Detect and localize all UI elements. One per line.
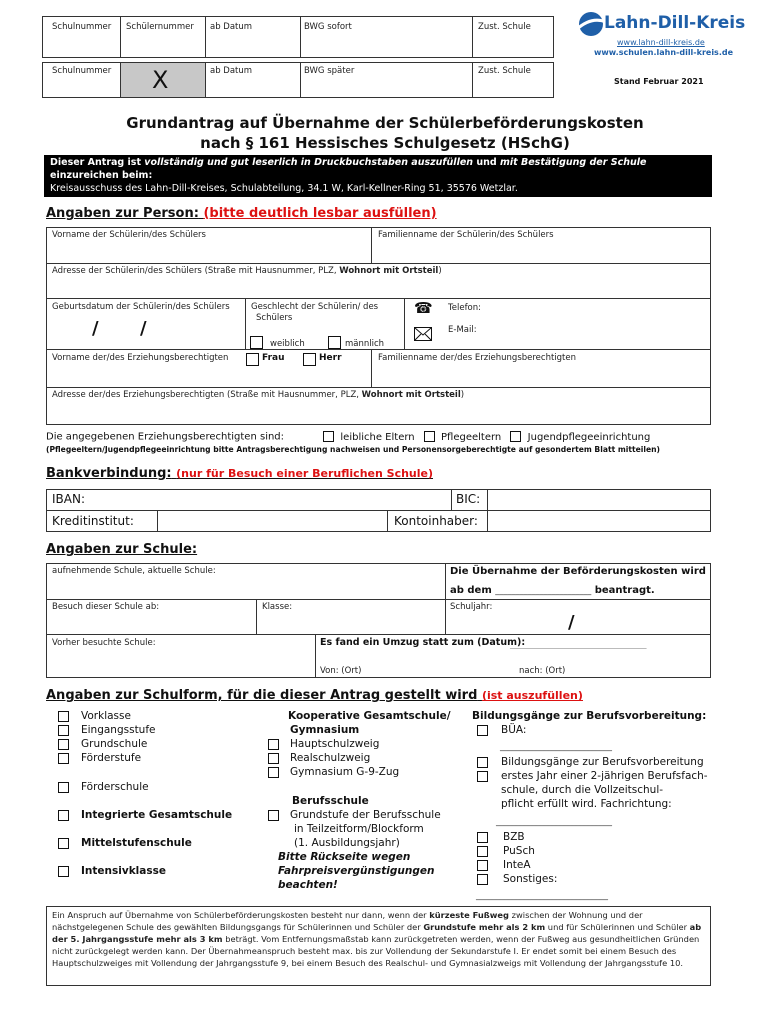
label-geschlecht-2: Schülers [256,313,293,323]
input-kontoinhaber[interactable] [488,511,710,531]
label-bv-2: erstes Jahr einer 2-jährigen Berufsfach- [501,770,708,782]
label-leibliche-eltern: leibliche Eltern [340,431,415,443]
checkbox-intensivklasse[interactable] [58,866,69,877]
checkbox-sonstiges[interactable] [477,874,488,885]
logo-swoosh-icon [574,10,608,38]
logo-text: Lahn-Dill-Kreis [604,13,746,33]
label-familienname-erz: Familienname der/des Erziehungsberechtigten [378,353,577,363]
label-grundschule: Grundschule [81,738,148,750]
section-person-heading: Angaben zur Person: (bitte deutlich lesbar ausfüllen) [46,206,437,221]
person-heading-note: (bitte deutlich lesbar ausfüllen) [203,206,437,221]
hdr1-bwg: BWG sofort [304,22,352,32]
divider [120,62,121,98]
checkbox-bv-2jaehrig[interactable] [477,757,488,768]
label-nach-ort: nach: (Ort) [519,666,566,676]
checkbox-realschulzweig[interactable] [268,753,279,764]
label-vorname-erz: Vorname der/des Erziehungsberechtigten [52,353,229,363]
label-foerderstufe: Förderstufe [81,752,142,764]
label-bs-1: Grundstufe der Berufsschule [290,809,441,821]
schuljahr-slash: / [568,612,575,633]
uebernahme-date-line[interactable]: ________________________ [495,586,592,595]
banner-em2: mit Bestätigung der Schule [499,157,647,168]
title-line-2: nach § 161 Hessisches Schulgesetz (HSchG) [200,134,570,152]
label-eingangsstufe: Eingangsstufe [81,724,156,736]
title-line-1: Grundantrag auf Übernahme der Schülerbeförderungskosten [126,114,644,132]
label-bs-2: in Teilzeitform/Blockform [294,823,424,835]
checkbox-maennlich[interactable] [328,336,341,349]
label-bv-3: schule, durch die Vollzeitschul- [501,784,664,796]
label-hauptschulzweig: Hauptschulzweig [290,738,380,750]
rueckseite-1: Bitte Rückseite wegen [278,851,411,863]
label-email: E-Mail: [448,325,477,335]
divider [472,16,473,58]
label-frau: Frau [262,353,285,363]
banner-address: Kreisausschuss des Lahn-Dill-Kreises, Schulabteilung, 34.1 W, Karl-Kellner-Ring 51, 35576 Wetzlar. [50,183,518,194]
label-bv-4: pflicht erfüllt wird. Fachrichtung: [501,798,672,810]
checkbox-weiblich[interactable] [250,336,263,349]
label-familienname-schueler: Familienname der Schülerin/des Schülers [378,230,554,240]
checkbox-grundschule[interactable] [58,739,69,750]
checkbox-pusch[interactable] [477,846,488,857]
label-adresse-erz: Adresse der/des Erziehungsberechtigten (Straße mit Hausnummer, PLZ, Wohnort mit Ortsteil) [52,390,465,400]
label-bv-heading: Bildungsgänge zur Berufsvorbereitung: [472,710,707,722]
label-sonstiges: Sonstiges: [503,873,558,885]
hdr2-zust: Zust. Schule [478,66,531,76]
hdr2-schulnummer: Schulnummer [52,66,112,76]
checkbox-leibliche-eltern[interactable] [323,431,334,442]
label-igs: Integrierte Gesamtschule [81,809,233,821]
label-klasse: Klasse: [262,602,293,612]
label-berufsschule: Berufsschule [292,795,369,807]
checkbox-pflegeeltern[interactable] [424,431,435,442]
hdr1-schuelernummer: Schülernummer [126,22,194,32]
section-schule-heading: Angaben zur Schule: [46,542,198,557]
erz-hinweis: (Pflegeeltern/Jugendpflegeeinrichtung bitte Antragsberechtigung nachweisen und Personensorgeberechtigte auf gesondertem Blatt mitteilen) [46,445,661,454]
erz-status-row [46,431,650,443]
divider [387,510,388,532]
umzug-date-line[interactable]: _______________________________________ [510,641,647,649]
label-mittelstufenschule: Mittelstufenschule [81,837,192,849]
erz-status-label: Die angegebenen Erziehungsberechtigten sind: [46,431,285,443]
sonstiges-line[interactable]: _________________________________ [476,891,608,900]
hdr2-bwg: BWG später [304,66,355,76]
label-foerderschule: Förderschule [81,781,149,793]
url-schulen[interactable]: www.schulen.lahn-dill-kreis.de [594,48,734,57]
label-bua: BÜA: [501,724,527,736]
label-bzb: BZB [503,831,525,843]
label-realschulzweig: Realschulzweig [290,752,371,764]
checkbox-vorklasse[interactable] [58,711,69,722]
divider [120,16,121,58]
label-vorklasse: Vorklasse [81,710,131,722]
label-umzug: Es fand ein Umzug statt zum (Datum): [320,637,526,648]
checkbox-jugendpflege[interactable] [510,431,521,442]
instruction-banner [44,155,712,197]
checkbox-grundstufe-berufsschule[interactable] [268,810,279,821]
banner-pre: Dieser Antrag ist [50,157,145,168]
checkbox-foerderstufe[interactable] [58,753,69,764]
label-besuch-ab: Besuch dieser Schule ab: [52,602,160,612]
label-gymnasium-g9: Gymnasium G-9-Zug [290,766,400,778]
url-lahn-dill-kreis[interactable]: www.lahn-dill-kreis.de [617,38,705,47]
label-von-ort: Von: (Ort) [320,666,362,676]
stand-date: Stand Februar 2021 [614,77,704,86]
checkbox-intea[interactable] [477,860,488,871]
label-adresse-schueler: Adresse der Schülerin/des Schülers (Straße mit Hausnummer, PLZ, Wohnort mit Ortsteil) [52,266,442,276]
telephone-icon: ☎ [414,299,433,317]
date-slash-2: / [140,318,147,339]
mail-icon [414,327,432,341]
uebernahme-line2: ab dem ________________________ beantragt. [450,585,655,596]
label-maennlich: männlich [345,339,385,349]
label-intensivklasse: Intensivklasse [81,865,166,877]
checkbox-bua[interactable] [477,725,488,736]
label-vorher-schule: Vorher besuchte Schule: [52,638,156,648]
label-bv-1: Bildungsgänge zur Berufsvorbereitung [501,756,704,768]
footer-note: Ein Anspruch auf Übernahme von Schülerbeförderungskosten besteht nur dann, wenn der kürzeste Fußweg zwischen der Wohnung und der nächstgelegenen Schule des gewählten Bildungsgangs für Schülerinnen und Schüler der Grundstufe mehr als 2 km und für Schülerinnen und Schüler ab der 5. Jahrgangsstufe mehr als 3 km beträgt. Vom Entfernungsmaßstab kann zurückgetreten werden, wenn der Fußweg aus gesundheitlichen Gründen nicht zurückgelegt werden kann. Der Übernahmeanspruch besteht max. bis zur Vollendung der Sekundarstufe I. Er endet somit bei einem Besuch des Hauptschulzweiges mit Vollendung der Jahrgangsstufe 9, bei einem Besuch des Realschul- und Gymnasialzweigs mit Vollendung der Jahrgangsstufe 10. [46,906,711,986]
label-intea: InteA [503,859,531,871]
label-weiblich: weiblich [270,339,305,349]
label-geschlecht-1: Geschlecht der Schülerin/ des [251,302,379,312]
bank-heading-note: (nur für Besuch einer Beruflichen Schule) [176,467,434,480]
label-bs-3: (1. Ausbildungsjahr) [294,837,400,849]
checkbox-eingangsstufe[interactable] [58,725,69,736]
label-kgs-1: Kooperative Gesamtschule/ [288,710,451,722]
label-pusch: PuSch [503,845,535,857]
divider [205,16,206,58]
hdr1-schulnummer: Schulnummer [52,22,112,32]
checkbox-bv-berufsfach[interactable] [477,771,488,782]
banner-mid: und [473,157,500,168]
label-geburtsdatum: Geburtsdatum der Schülerin/des Schülers [52,302,230,312]
schulform-heading-note: (ist auszufüllen) [481,689,583,702]
date-slash-1: / [92,318,99,339]
page-title [0,113,770,153]
input-kreditinstitut[interactable] [158,511,386,531]
fachrichtung-line[interactable]: _____________________________ [496,817,612,826]
divider [451,489,452,510]
bua-line[interactable]: ____________________________ [500,742,612,751]
divider [205,62,206,98]
checkbox-bzb[interactable] [477,832,488,843]
checkbox-mittelstufenschule[interactable] [58,838,69,849]
checkbox-hauptschulzweig[interactable] [268,739,279,750]
label-schuljahr: Schuljahr: [450,602,493,612]
hdr2-ab-datum: ab Datum [210,66,253,76]
logo [574,10,746,40]
divider [300,16,301,58]
label-pflegeeltern: Pflegeeltern [441,431,502,443]
label-aufnehmende-schule: aufnehmende Schule, aktuelle Schule: [52,566,216,576]
hdr1-ab-datum: ab Datum [210,22,253,32]
banner-em1: vollständig und gut leserlich in Druckbuchstaben auszufüllen [144,157,474,168]
label-bic: BIC: [456,492,481,506]
divider [472,62,473,98]
label-herr: Herr [319,353,342,363]
rueckseite-2: Fahrpreisvergünstigungen [278,865,435,877]
checkbox-herr[interactable] [303,353,316,366]
section-bank-heading: Bankverbindung: (nur für Besuch einer Beruflichen Schule) [46,466,434,481]
label-kgs-2: Gymnasium [290,724,360,736]
banner-line2: einzureichen beim: [50,170,153,181]
input-iban[interactable] [100,490,450,509]
label-vorname-schueler: Vorname der Schülerin/des Schülers [52,230,206,240]
hdr1-zust: Zust. Schule [478,22,531,32]
label-kontoinhaber: Kontoinhaber: [394,514,478,528]
section-schulform-heading: Angaben zur Schulform, für die dieser Antrag gestellt wird (ist auszufüllen) [46,688,583,703]
uebernahme-line1: Die Übernahme der Beförderungskosten wird [450,566,706,577]
label-jugendpflege: Jugendpflegeeinrichtung [527,431,651,443]
divider [300,62,301,98]
label-telefon: Telefon: [448,303,482,313]
checkbox-gymnasium-g9[interactable] [268,767,279,778]
input-bic[interactable] [488,490,710,509]
hdr2-x-mark: X [152,66,169,94]
checkbox-frau[interactable] [246,353,259,366]
checkbox-foerderschule[interactable] [58,782,69,793]
checkbox-igs[interactable] [58,810,69,821]
label-kreditinstitut: Kreditinstitut: [52,514,134,528]
label-iban: IBAN: [52,492,85,506]
rueckseite-3: beachten! [278,879,338,891]
